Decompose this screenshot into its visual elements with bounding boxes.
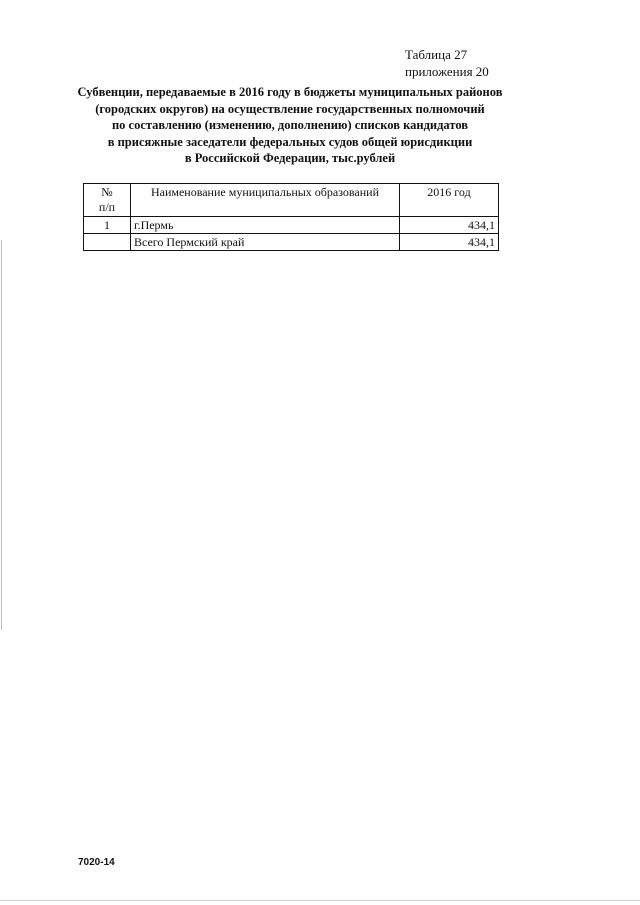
municipality-name: г.Пермь [131, 217, 400, 234]
column-header-year: 2016 год [400, 184, 499, 217]
title-line: (городских округов) на осуществление государственных полномочий [95, 101, 485, 116]
column-header-number-line1: № [101, 185, 113, 199]
appendix-reference [405, 46, 489, 80]
table-row [84, 217, 499, 234]
page-scan-edge-left [1, 240, 2, 630]
subsidy-table [83, 183, 499, 251]
column-header-name: Наименование муниципальных образований [131, 184, 400, 217]
row-number [84, 234, 131, 251]
column-header-number-line2: п/п [98, 200, 116, 214]
amount-2016: 434,1 [400, 217, 499, 234]
document-title [60, 84, 520, 167]
total-amount-2016: 434,1 [400, 234, 499, 251]
document-code: 7020-14 [78, 857, 115, 868]
title-line: в Российской Федерации, тыс.рублей [184, 151, 396, 165]
title-line: по составлению (изменению, дополнению) списков кандидатов [111, 118, 469, 132]
table-number: Таблица 27 [405, 47, 468, 62]
appendix-number: приложения 20 [405, 64, 489, 79]
total-label: Всего Пермский край [131, 234, 400, 251]
column-header-number [84, 184, 131, 217]
page-scan-edge-bottom [0, 900, 640, 901]
table-header-row [84, 184, 499, 217]
title-line: в присяжные заседатели федеральных судов общей юрисдикции [107, 134, 473, 149]
table-row-total [84, 234, 499, 251]
row-number: 1 [84, 217, 131, 234]
title-line: Субвенции, передаваемые в 2016 году в бюджеты муниципальных районов [77, 85, 503, 99]
